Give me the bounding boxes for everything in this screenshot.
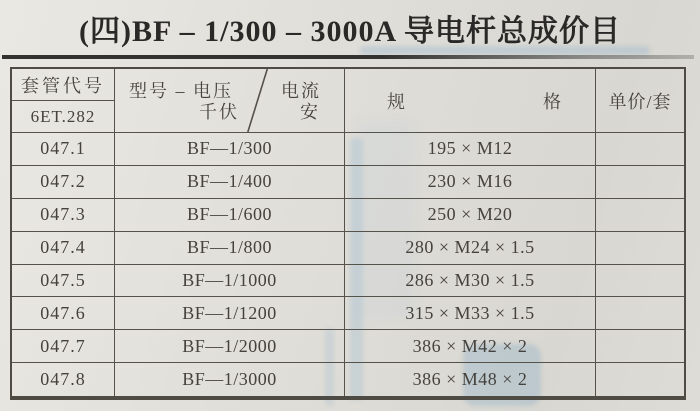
header-casing-code — [12, 69, 115, 133]
row-model: BF—1/2000 — [115, 330, 345, 363]
current-label: 电流 — [281, 81, 321, 101]
row-spec: 386 × M48 × 2 — [345, 363, 596, 396]
row-code: 047.2 — [12, 166, 115, 199]
row-spec: 286 × M30 × 1.5 — [345, 265, 596, 298]
unit-price-label: 单价/套 — [608, 91, 672, 112]
row-model: BF—1/3000 — [115, 363, 345, 396]
row-model: BF—1/600 — [115, 199, 345, 232]
row-model: BF—1/400 — [115, 166, 345, 199]
spec-label-right: 格 — [543, 91, 561, 112]
row-price — [596, 265, 684, 298]
casing-code-value: 6ET.282 — [30, 106, 96, 126]
row-price — [596, 330, 684, 363]
row-model: BF—1/800 — [115, 232, 345, 265]
price-table — [10, 67, 686, 400]
row-code: 047.3 — [12, 199, 115, 232]
row-price — [596, 133, 684, 166]
ampere-label: 安 — [300, 102, 320, 122]
row-price — [596, 232, 684, 265]
row-price — [596, 363, 684, 396]
row-code: 047.5 — [12, 265, 115, 298]
row-price — [596, 297, 684, 330]
kilovolt-label: 千伏 — [199, 102, 239, 122]
row-code: 047.6 — [12, 297, 115, 330]
casing-code-label: 套管代号 — [12, 69, 114, 101]
row-spec: 315 × M33 × 1.5 — [345, 297, 596, 330]
row-code: 047.4 — [12, 232, 115, 265]
header-spec — [345, 69, 596, 133]
row-model: BF—1/300 — [115, 133, 345, 166]
row-spec: 230 × M16 — [345, 166, 596, 199]
row-spec: 250 × M20 — [345, 199, 596, 232]
header-model-voltage-current — [115, 69, 345, 133]
row-model: BF—1/1000 — [115, 265, 345, 298]
row-price — [596, 199, 684, 232]
row-spec: 386 × M42 × 2 — [345, 330, 596, 363]
model-voltage-label: 型号 – 电压 — [129, 81, 233, 101]
row-code: 047.7 — [12, 330, 115, 363]
row-price — [596, 166, 684, 199]
row-code: 047.1 — [12, 133, 115, 166]
row-spec: 280 × M24 × 1.5 — [345, 232, 596, 265]
row-spec: 195 × M12 — [345, 133, 596, 166]
spec-label-left: 规 — [387, 91, 405, 112]
row-model: BF—1/1200 — [115, 297, 345, 330]
header-unit-price — [596, 69, 684, 133]
row-code: 047.8 — [12, 363, 115, 396]
page-title: (四)BF – 1/300 – 3000A 导电杆总成价目 — [78, 15, 622, 48]
title-underline-rule — [2, 55, 694, 59]
